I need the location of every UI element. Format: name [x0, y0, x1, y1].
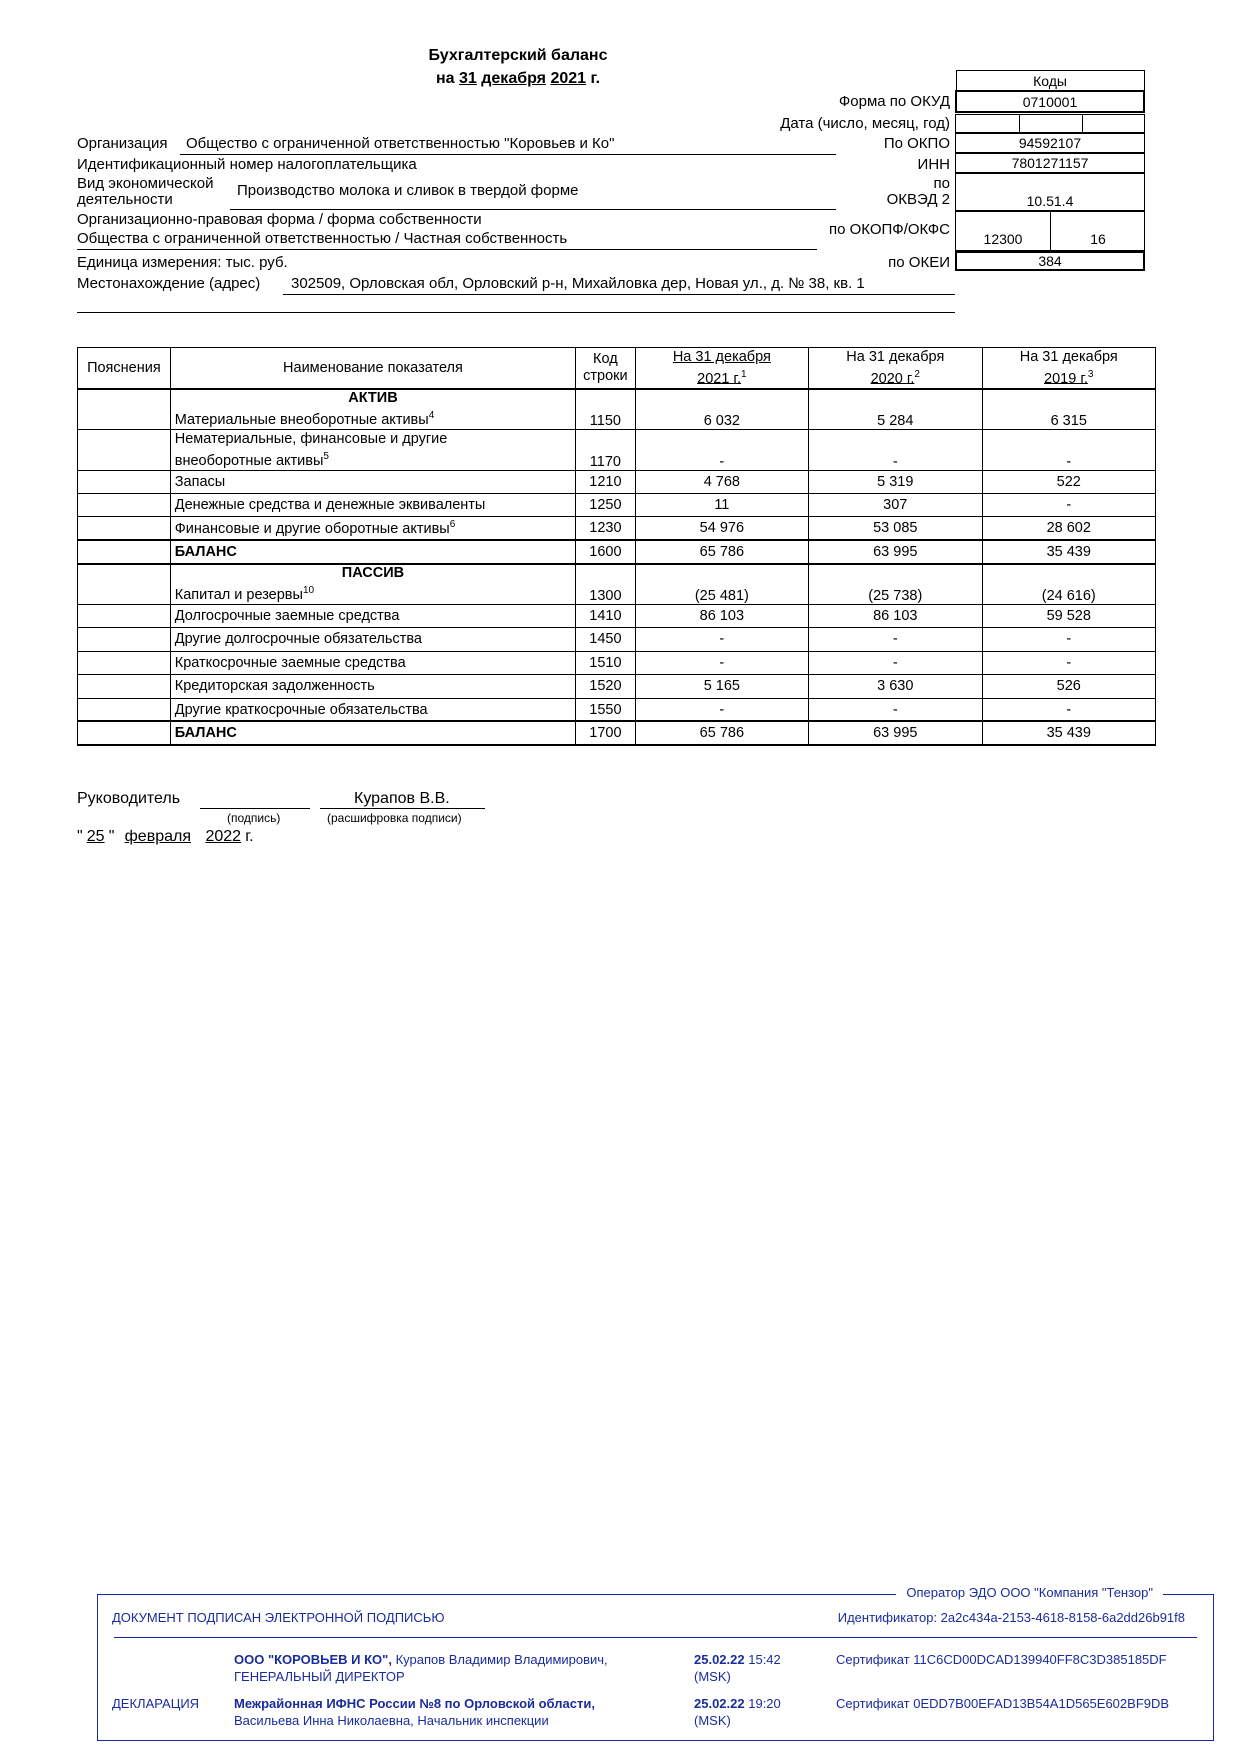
date-month: февраля — [124, 828, 191, 845]
decode-caption: (расшифровка подписи) — [327, 811, 462, 825]
col-period-2019: На 31 декабря 2019 г.$^3$ — [982, 348, 1156, 390]
table-row — [78, 674, 1156, 698]
document-identifier: Идентификатор: 2a2c434a-2153-4618-8158-6a2dd26b91f8 — [837, 1610, 1185, 1625]
row-value-2021: 65 786 — [635, 540, 808, 564]
row-value-2019: - — [982, 698, 1156, 721]
inn-long-label: Идентификационный номер налогоплательщика — [77, 156, 417, 173]
okud-label: Форма по ОКУД — [838, 93, 950, 110]
row-name: БАЛАНС — [174, 725, 237, 742]
org-label: Организация — [77, 135, 168, 152]
row-value-2019: 35 439 — [982, 540, 1156, 564]
row-value-2019: - — [982, 627, 1156, 651]
edo-operator: Оператор ЭДО ООО "Компания "Тензор" — [896, 1585, 1163, 1600]
row-value-2021: (25 481) — [635, 564, 808, 604]
row-name: Нематериальные, финансовые и другие — [174, 430, 448, 447]
row-value-2020: 5 319 — [809, 470, 982, 493]
address-value: 302509, Орловская обл, Орловский р-н, Михайловка дер, Новая ул., д. № 38, кв. 1 — [291, 275, 865, 292]
activity-label-2: деятельности — [77, 191, 173, 208]
row-value-2020: (25 738) — [809, 564, 982, 604]
row-value-2020: 3 630 — [809, 674, 982, 698]
signer1-cert: Сертификат 11C6CD00DCAD139940FF8C3D385185DF — [836, 1652, 1167, 1667]
row-value-2021: 4 768 — [635, 470, 808, 493]
col-name: Наименование показателя — [170, 348, 575, 390]
address-label: Местонахождение (адрес) — [77, 275, 261, 292]
row-name: Другие краткосрочные обязательства — [174, 701, 428, 718]
declaration-label: ДЕКЛАРАЦИЯ — [112, 1696, 200, 1711]
okopf-label: по ОКОПФ/ОКФС — [828, 221, 950, 238]
row-name: Запасы — [174, 473, 226, 490]
row-value-2019: (24 616) — [982, 564, 1156, 604]
okpo-label: По ОКПО — [883, 135, 950, 152]
table-row: Нематериальные, финансовые и другие внеоборотные активы$^5$ 1170 - - - — [78, 429, 1156, 470]
row-value-2019: 6 315 — [982, 389, 1156, 429]
table-header-row — [78, 348, 1156, 390]
okud-value: 0710001 — [956, 91, 1144, 112]
legal-form-value: Общества с ограниченной ответственностью / Частная собственность — [77, 230, 568, 247]
row-value-2021: 86 103 — [635, 604, 808, 627]
signer2-org: Межрайонная ИФНС России №8 по Орловской области, — [234, 1696, 595, 1711]
table-row-total — [78, 721, 1156, 745]
section-assets: АКТИВ — [348, 390, 398, 406]
row-value-2020: 307 — [809, 493, 982, 516]
activity-label-1: Вид экономической — [77, 175, 214, 192]
row-value-2021: 54 976 — [635, 516, 808, 540]
row-name: Другие долгосрочные обязательства — [174, 631, 422, 648]
row-value-2021: - — [635, 698, 808, 721]
row-name: Финансовые и другие оборотные активы — [174, 520, 450, 537]
date-day: 25 — [86, 828, 105, 845]
col-period-2021: На 31 декабря 2021 г.$^1$ — [635, 348, 808, 390]
head-name: Курапов В.В. — [354, 790, 450, 807]
row-code: 1510 — [576, 651, 635, 674]
row-name: Краткосрочные заемные средства — [174, 654, 406, 671]
okved-label-1: по — [933, 175, 950, 192]
row-value-2020: - — [809, 651, 982, 674]
okopf-value: 12300 — [983, 231, 1023, 247]
row-name: Материальные внеоборотные активы — [174, 411, 429, 428]
row-value-2019: - — [982, 429, 1156, 470]
row-value-2019: 59 528 — [982, 604, 1156, 627]
row-value-2020: - — [809, 429, 982, 470]
row-value-2021: 5 165 — [635, 674, 808, 698]
table-row — [78, 493, 1156, 516]
row-code: 1600 — [576, 540, 635, 564]
row-value-2020: - — [809, 698, 982, 721]
row-value-2021: 11 — [635, 493, 808, 516]
inn-value: 7801271157 — [955, 153, 1145, 173]
signer2-cert: Сертификат 0EDD7B00EFAD13B54A1D565E602BF9DB — [836, 1696, 1170, 1711]
table-row — [78, 470, 1156, 493]
row-code: 1230 — [576, 516, 635, 540]
okved-cell — [955, 173, 1145, 211]
codes-table — [955, 70, 1145, 113]
row-value-2021: 6 032 — [635, 389, 808, 429]
sign-caption: (подпись) — [227, 811, 281, 825]
okpo-value: 94592107 — [955, 133, 1145, 153]
row-value-2019: 28 602 — [982, 516, 1156, 540]
signed-label: ДОКУМЕНТ ПОДПИСАН ЭЛЕКТРОННОЙ ПОДПИСЬЮ — [112, 1610, 445, 1625]
row-name: Капитал и резервы — [174, 586, 303, 603]
row-code: 1450 — [576, 627, 635, 651]
col-notes: Пояснения — [78, 348, 171, 390]
okved-label-2: ОКВЭД 2 — [886, 191, 950, 208]
balance-table — [77, 347, 1156, 746]
unit-label: Единица измерения: тыс. руб. — [77, 254, 288, 271]
document-title: Бухгалтерский баланс — [428, 47, 608, 64]
col-code: Код строки — [576, 348, 635, 390]
row-value-2019: 35 439 — [982, 721, 1156, 745]
row-code: 1550 — [576, 698, 635, 721]
row-value-2021: 65 786 — [635, 721, 808, 745]
row-name: Долгосрочные заемные средства — [174, 607, 400, 624]
head-label: Руководитель — [77, 790, 181, 807]
table-row: АКТИВ Материальные внеоборотные активы$^4$ 1150 6 032 5 284 6 315 — [78, 389, 1156, 429]
table-row — [78, 651, 1156, 674]
row-value-2021: - — [635, 651, 808, 674]
row-value-2020: 63 995 — [809, 540, 982, 564]
row-name: Кредиторская задолженность — [174, 678, 375, 695]
signer2-person: Васильева Инна Николаевна, Начальник инспекции — [234, 1713, 549, 1728]
date-year: 2022 — [205, 828, 242, 845]
row-code: 1170 — [576, 429, 635, 470]
org-value: Общество с ограниченной ответственностью "Коровьев и Ко" — [186, 135, 615, 152]
col-period-2020: На 31 декабря 2020 г.$^2$ — [809, 348, 982, 390]
legal-form-label: Организационно-правовая форма / форма собственности — [77, 211, 482, 228]
table-row: ПАССИВ Капитал и резервы$^{10}$ 1300 (25 481) (25 738) (24 616) — [78, 564, 1156, 604]
row-code: 1700 — [576, 721, 635, 745]
document-subtitle: на 31 декабря 2021 г. — [435, 70, 601, 87]
okved-value: 10.51.4 — [1026, 193, 1074, 209]
row-value-2019: - — [982, 493, 1156, 516]
row-name: БАЛАНС — [174, 544, 237, 561]
row-code: 1150 — [576, 389, 635, 429]
row-value-2019: 526 — [982, 674, 1156, 698]
row-code: 1520 — [576, 674, 635, 698]
sign-date: " 25 " февраля 2022 г. — [77, 828, 254, 845]
row-value-2021: - — [635, 429, 808, 470]
table-row: Финансовые и другие оборотные активы$^6$ 1230 54 976 53 085 28 602 — [78, 516, 1156, 540]
activity-value: Производство молока и сливок в твердой форме — [237, 182, 579, 199]
row-name: Денежные средства и денежные эквиваленты — [174, 496, 486, 513]
table-row-total — [78, 540, 1156, 564]
row-value-2020: - — [809, 627, 982, 651]
row-value-2020: 86 103 — [809, 604, 982, 627]
date-field — [955, 114, 1145, 133]
signer1-role: ГЕНЕРАЛЬНЫЙ ДИРЕКТОР — [234, 1669, 405, 1684]
okfs-value: 16 — [1090, 231, 1106, 247]
okopf-cell — [955, 211, 1145, 251]
signer1-datetime: 25.02.22 15:42 — [694, 1652, 781, 1667]
row-code: 1410 — [576, 604, 635, 627]
signer1-line1: ООО "КОРОВЬЕВ И КО", Курапов Владимир Владимирович, — [234, 1652, 608, 1667]
row-value-2021: - — [635, 627, 808, 651]
row-value-2020: 63 995 — [809, 721, 982, 745]
codes-header: Коды — [956, 71, 1144, 92]
signer1-tz: (MSK) — [694, 1669, 731, 1684]
row-value-2019: 522 — [982, 470, 1156, 493]
signer2-tz: (MSK) — [694, 1713, 731, 1728]
row-value-2020: 53 085 — [809, 516, 982, 540]
e-signature-stamp — [97, 1585, 1214, 1741]
date-label: Дата (число, месяц, год) — [780, 115, 950, 132]
inn-label: ИНН — [917, 156, 950, 173]
okei-label: по ОКЕИ — [888, 254, 950, 271]
row-code: 1210 — [576, 470, 635, 493]
table-row — [78, 604, 1156, 627]
okei-value: 384 — [955, 251, 1145, 271]
table-row — [78, 627, 1156, 651]
row-value-2020: 5 284 — [809, 389, 982, 429]
signer2-datetime: 25.02.22 19:20 — [694, 1696, 781, 1711]
table-row — [78, 698, 1156, 721]
row-code: 1250 — [576, 493, 635, 516]
row-value-2019: - — [982, 651, 1156, 674]
section-liabilities: ПАССИВ — [341, 565, 405, 582]
row-code: 1300 — [576, 564, 635, 604]
